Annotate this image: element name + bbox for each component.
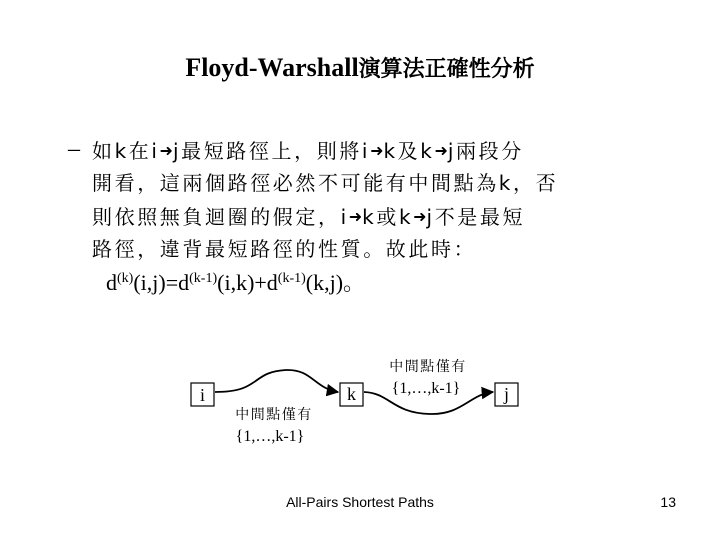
formula-superscript: (k-1)	[277, 271, 306, 286]
title-latin: Floyd-Warshall	[185, 53, 359, 82]
text-segment: j兩段分	[447, 139, 524, 163]
arrow-icon: ➜	[159, 141, 173, 160]
arrow-icon: ➜	[434, 141, 448, 160]
text-segment: j最短路徑上，則將i	[172, 139, 371, 163]
page-number: 13	[660, 494, 676, 510]
path-arrow-i-to-k	[215, 370, 338, 392]
node-i-label: i	[199, 385, 206, 405]
bullet-dash: –	[68, 136, 80, 162]
note-bottom-cjk: 中間點僅有	[235, 407, 313, 423]
text-segment: 則依照無負迴圈的假定，i	[92, 205, 349, 229]
node-j-label: j	[503, 384, 510, 404]
text-segment: j不是最短	[426, 205, 526, 229]
note-top-set: {1,…,k-1}	[391, 380, 461, 397]
formula-part: (k,j)。	[305, 270, 366, 295]
text-segment: k及k	[383, 139, 435, 163]
text-segment: 如k在i	[92, 139, 160, 163]
note-bottom-set: {1,…,k-1}	[235, 428, 305, 445]
title-cjk: 演算法正確性分析	[358, 57, 535, 82]
arrow-icon: ➜	[413, 207, 427, 226]
formula-superscript: (k)	[117, 271, 134, 286]
node-j	[495, 383, 518, 406]
note-top-cjk: 中間點僅有	[389, 359, 467, 375]
formula-part: (i,k)+d	[217, 270, 278, 295]
formula-part: d	[106, 270, 117, 295]
bullet-line-2: 開看，這兩個路徑必然不可能有中間點為k，否	[92, 171, 559, 195]
node-k-label: k	[347, 384, 356, 404]
arrow-icon: ➜	[370, 141, 384, 160]
arrow-icon: ➜	[348, 207, 363, 226]
bullet-line-4: 路徑，違背最短路徑的性質。故此時：	[92, 237, 477, 261]
formula-part: (i,j)=d	[133, 270, 190, 295]
formula-superscript: (k-1)	[189, 271, 218, 286]
node-i	[191, 383, 214, 406]
node-k	[340, 383, 363, 406]
text-segment: k或k	[362, 205, 414, 229]
footer-text: All-Pairs Shortest Paths	[286, 494, 434, 510]
